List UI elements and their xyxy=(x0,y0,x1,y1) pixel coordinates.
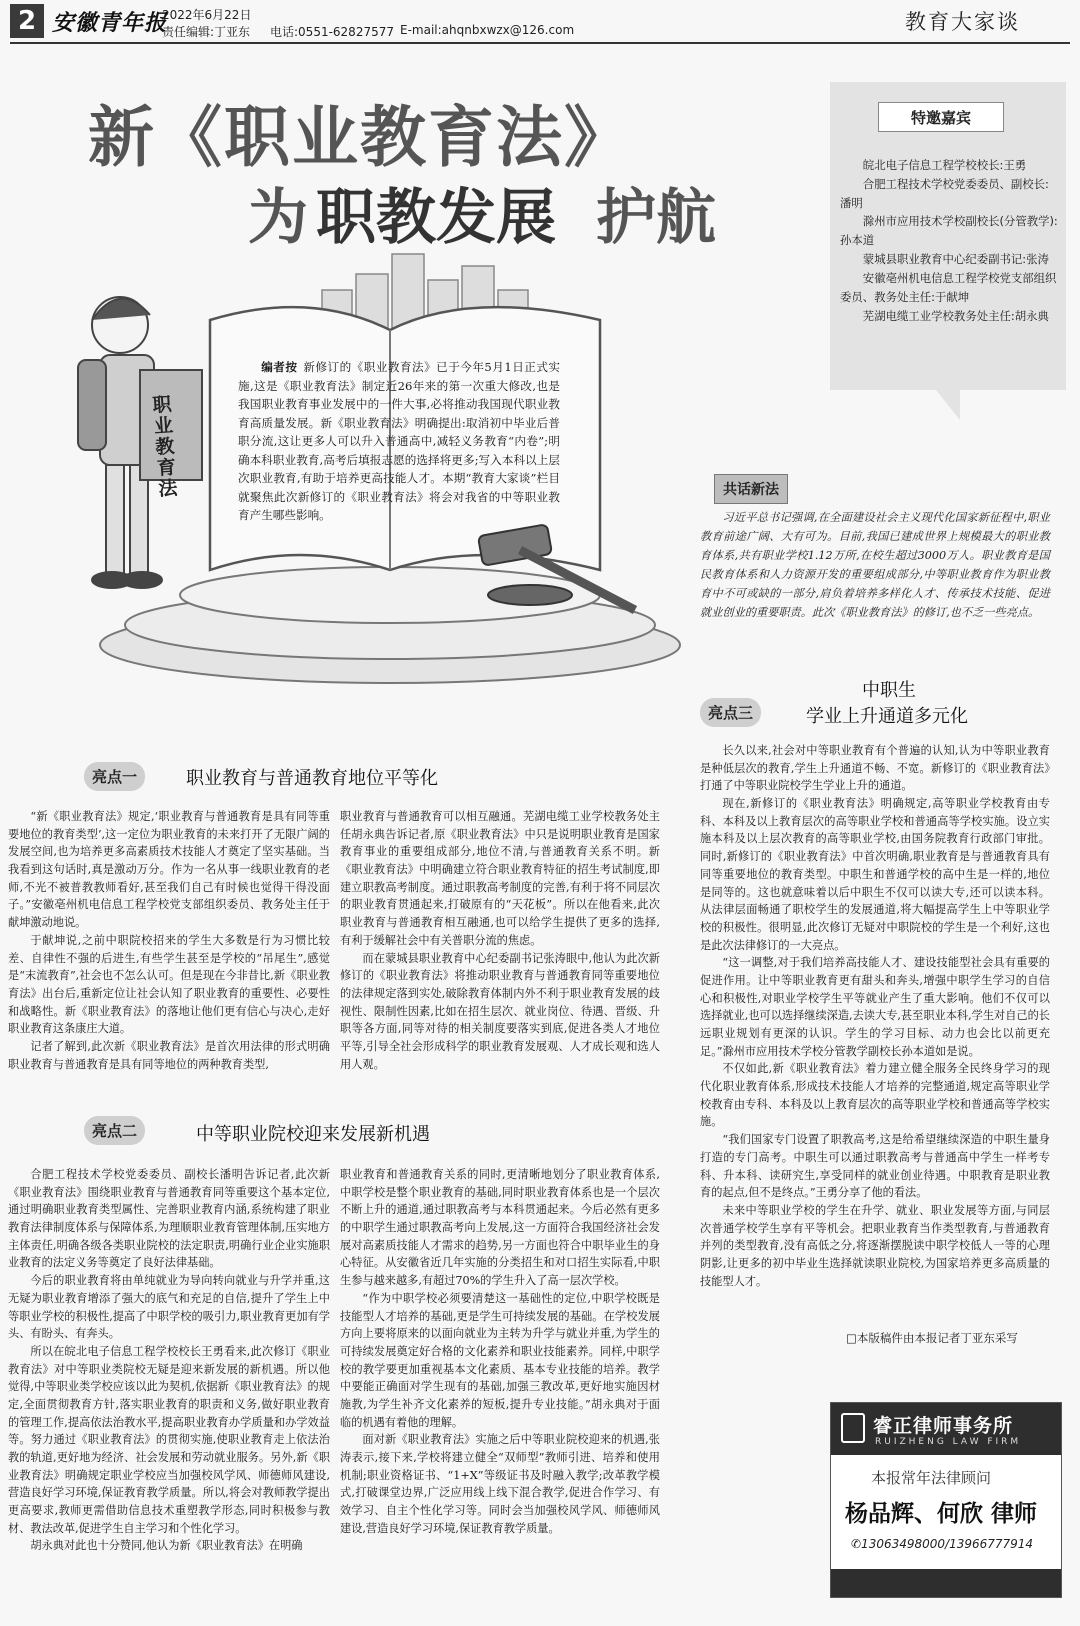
hl3-tag: 亮点三 xyxy=(700,698,761,727)
hl1-title: 职业教育与普通教育地位平等化 xyxy=(186,768,438,789)
hl1-para: 职业教育与普通教育可以相互融通。芜湖电缆工业学校教务处主任胡永典告诉记者,原《职业教育法》中只是说明职业教育是国家教育事业的重要组成部分,地位不清,与普通教育关系不明。新《职业教育法》中明确建立符合职业教育特征的招生考试制度,即建立职教高考制度。通过职教高考制度的完善,有利于将不同层次的职业教育贯通起来,打破原有的“天花板”。所以在他看来,此次职业教育与普通教育相互融通,也可以给学生提供了更多的选择,有利于缓解社会中有关普职分流的焦虑。 xyxy=(340,810,660,947)
gonghua-paragraph: 习近平总书记强调,在全面建设社会主义现代化国家新征程中,职业教育前途广阔、大有可为。目前,我国已建成世界上规模最大的职业教育体系,共有职业学校1.12万所,在校生超过3000万人。职业教育是国民教育体系和人力资源开发的重要组成部分,中等职业教育作为职业教育中不可或缺的一部分,肩负着培养多样化人才、传承技术技能、促进就业创业的重要职责。此次《职业教育法》的修订,也不乏一些亮点。 xyxy=(700,511,1050,620)
headline-line2-pre: 为 xyxy=(248,183,308,253)
guest-item: 蒙城县职业教育中心纪委副书记:张涛 xyxy=(862,252,1049,267)
book-cover-text: 职业教育法 xyxy=(151,393,179,501)
law-firm-ad xyxy=(830,1402,1062,1598)
guest-item: 合肥工程技术学校党委委员、副校长:潘明 xyxy=(840,176,1049,210)
guest-item: 安徽亳州机电信息工程学校党支部组织委员、教务处主任:于献坤 xyxy=(840,270,1057,304)
guests-panel xyxy=(830,82,1066,390)
firm-name: 睿正律师事务所 xyxy=(873,1415,1014,1437)
hl3-title-line2: 学业上升通道多元化 xyxy=(806,706,968,727)
hl2-col2 xyxy=(340,1166,660,1622)
hl2-para: 面对新《职业教育法》实施之后中等职业院校迎来的机遇,张涛表示,接下来,学校将建立健全“双师型”教师引进、培养和使用机制;职业资格证书、“1+X”等级证书及时融入教学;改革教学模式,打破课堂边界,广泛应用线上线下混合教学,促进合作学习、有效学习、自主个性化学习等。同时会当加强校风学风、师德师风建设,营造良好学习环境,保证教育教学质量。 xyxy=(340,1433,660,1535)
hl1-para: 而在蒙城县职业教育中心纪委副书记张涛眼中,他认为此次新修订的《职业教育法》将推动职业教育与普通教育同等重要地位的法律规定落到实处,破除教育体制内外不利于职业教育发展的歧视性、限制性因素,比如在招生层次、就业岗位、待遇、晋级、升职等各方面,同等对待的相关制度要落实到底,促进各类人才地位平等,引导全社会形成科学的职业教育发展观、人才成长观和选人用人观。 xyxy=(340,951,660,1071)
editor-note-text: 新修订的《职业教育法》已于今年5月1日正式实施,这是《职业教育法》制定近26年来的第一次重大修改,也是我国职业教育事业发展中的一件大事,必将推动我国现代职业教育高质量发展。新《职业教育法》明确提出:取消初中毕业后普职分流,这让更多人可以升入普通高中,减轻义务教育“内卷”;明确本科职业教育,高考后填报志愿的选择将更多;写入本科以上层次职业教育,有助于培养更高技能人才。本期“教育大家谈”栏目就聚焦此次新修订的《职业教育法》将会对我省的中等职业教育产生哪些影响。 xyxy=(238,360,560,523)
editor-note-label: 编者按 xyxy=(261,360,298,374)
gonghua-text xyxy=(700,508,1050,622)
hl3-para: “我们国家专门设置了职教高考,这是给希望继续深造的中职生量身打造的专门高考。中职生可以通过职教高考与普通高中学生一样考专科、升本科、读研究生,享受同样的就业创业待遇。中职教育是职业教育的起点,但不是终点。”王勇分享了他的看法。 xyxy=(700,1133,1050,1200)
guest-item: 滁州市应用技术学校副校长(分管教学):孙本道 xyxy=(840,214,1058,248)
hl2-para: “作为中职学校必须要清楚这一基础性的定位,中职学校既是技能型人才培养的基础,更是学生可持续发展的基础。在学校发展方向上要将原来的以面向就业为主转为升学与就业并重,为学生的可持续发展奠定好合格的文化素养和职业技能素养。同样,中职学校的教学要更加重视基本文化素质、基本专业技能的培养。教学中要能正确面对学生现有的基础,加强三教改革,更好地实施因材施教,为学生补齐文化素养的短板,提升专业技能。”胡永典对于面临的机遇有着他的理解。 xyxy=(340,1291,660,1429)
guests-list xyxy=(840,156,1058,325)
gonghua-tag: 共话新法 xyxy=(714,474,788,504)
ad-advisor: 本报常年法律顾问 xyxy=(871,1469,992,1487)
hl1-para: “新《职业教育法》规定,‘职业教育与普通教育是具有同等重要地位的教育类型’,这一定位为职业教育的未来打开了无限广阔的发展空间,也为培养更多高素质技术技能人才奠定了坚实基础。当我看到这句话时,真是激动万分。作为一名从事一线职业教育的老师,不光不被普教教师看好,甚至我们自己有时候也觉得干得没面子。”安徽亳州机电信息工程学校党支部组织委员、教务处主任于献坤激动地说。 xyxy=(8,810,330,930)
hl2-tag: 亮点二 xyxy=(84,1116,145,1145)
hl3-para: 不仅如此,新《职业教育法》着力建立健全服务全民终身学习的现代化职业教育体系,形成技术技能人才培养的完整通道,规定高等职业学校教育由专科、本科及以上教育层次的高等职业学校和普通高等学校实施。 xyxy=(700,1062,1050,1129)
page-number: 2 xyxy=(10,4,44,38)
hl1-col2 xyxy=(340,808,660,1074)
hl3-para: “这一调整,对于我们培养高技能人才、建设技能型社会具有重要的促进作用。让中等职业教育更有甜头和奔头,增强中职学生学习的自信心和积极性,对职业学校学生平等就业产生了重大影响。他们不仅可以选择就业,也可以选择继续深造,去读大专,甚至职业本科,学生对自己的长远职业规划有更深的认识。学生的学习目标、动力也会比以前更充足。”滁州市应用技术学校分管教学副校长孙本道如是说。 xyxy=(700,956,1050,1058)
headline-line1: 新《职业教育法》 xyxy=(88,99,632,176)
hl2-para: 胡永典对此也十分赞同,他认为新《职业教育法》在明确 xyxy=(30,1539,303,1553)
hl3-body xyxy=(700,742,1050,1302)
hl1-para: 于献坤说,之前中职院校招来的学生大多数是行为习惯比较差、自律性不强的后进生,有些学生甚至是学校的“吊尾生”,感觉是“末流教育”,社会也不怎么认可。但是现在今非昔比,新《职业教育法》出台后,重新定位让社会认知了职业教育的重要性、必要性和战略性。新《职业教育法》的落地让他们更有信心与决心,走好职业教育这条康庄大道。 xyxy=(8,933,330,1036)
ad-footer-band xyxy=(831,1569,1061,1597)
hl2-col1 xyxy=(8,1166,330,1622)
hl1-col1 xyxy=(8,808,330,1074)
hl3-title-line1: 中职生 xyxy=(862,680,916,701)
byline: □本版稿件由本报记者丁亚东采写 xyxy=(846,1331,1018,1345)
section-name: 教育大家谈 xyxy=(905,10,1020,34)
guests-title: 特邀嘉宾 xyxy=(878,102,1004,132)
hl1-tag: 亮点一 xyxy=(84,762,145,791)
guests-pointer xyxy=(936,390,960,420)
header-date: 2022年6月22日 xyxy=(162,8,252,22)
hl3-para: 长久以来,社会对中等职业教育有个普遍的认知,认为中等职业教育是种低层次的教育,学生上升通道不畅、不宽。新修订的《职业教育法》打通了中等职业院校学生学业上升的通道。 xyxy=(700,744,1050,793)
firm-logo-icon xyxy=(841,1413,865,1443)
header-phone: 电话:0551-62827577 xyxy=(270,25,394,39)
hl1-para: 记者了解到,此次新《职业教育法》是首次用法律的形式明确职业教育与普通教育是具有同等地位的两种教育类型, xyxy=(8,1039,330,1071)
ad-phone: ✆13063498000/13966777914 xyxy=(851,1537,1034,1551)
header-bar xyxy=(0,0,1080,44)
header-rule xyxy=(10,42,1070,44)
headline-line2-post: 护航 xyxy=(596,183,716,253)
header-editor: 责任编辑:丁亚东 xyxy=(162,25,251,39)
header-email: E-mail:ahqnbxwzx@126.com xyxy=(400,23,575,37)
ad-lawyers: 杨品辉、何欣 律师 xyxy=(845,1501,1038,1527)
guest-item: 皖北电子信息工程学校校长:王勇 xyxy=(862,158,1027,172)
hl2-para: 职业教育和普通教育关系的同时,更清晰地划分了职业教育体系,中职学校是整个职业教育的基础,同时职业教育体系也是一个层次不断上升的通道,通过职教高考与本科贯通起来。今后必然有更多的中职学生通过职教高考向上发展,这一方面符合我国经济社会发展对高素质技能人才需求的趋势,另一方面也符合中职毕业生的身心特征。从安徽省近几年实施的分类招生和对口招生实际看,中职生参与越来越多,有超过70%的学生升入了高一层次学校。 xyxy=(340,1168,660,1288)
hl2-para: 今后的职业教育将由单纯就业为导向转向就业与升学并重,这无疑为职业教育增添了强大的底气和充足的自信,提升了学生上中等职业学校的积极性,提高了中职学校的吸引力,职业教育更加有学头、有盼头、有奔头。 xyxy=(8,1274,330,1341)
hl2-title: 中等职业院校迎来发展新机遇 xyxy=(196,1124,430,1145)
hl2-para: 合肥工程技术学校党委委员、副校长潘明告诉记者,此次新《职业教育法》围绕职业教育与普通教育同等重要这个基本定位,通过明确职业教育类型属性、完善职业教育内涵,系统构建了职业教育法律制度体系与保障体系,为理顺职业教育管理体制,压实地方主体责任,明确各级各类职业院校的法定职责,明确行业企业实施职业教育的法定义务等奠定了良好法律基础。 xyxy=(8,1168,330,1270)
guest-item: 芜湖电缆工业学校教务处主任:胡永典 xyxy=(862,308,1049,323)
hl3-para: 未来中等职业学校的学生在升学、就业、职业发展等方面,与同层次普通学校学生享有平等机会。把职业教育当作类型教育,与普通教育并列的类型教育,没有高低之分,将逐渐摆脱读中职学校低人一等的心理阴影,让更多的初中毕业生选择就读职业院校,为国家培养更多高质量的技能型人才。 xyxy=(700,1203,1050,1288)
editor-note xyxy=(238,358,560,525)
paper-name: 安徽青年报 xyxy=(52,10,168,36)
hl2-para: 所以在皖北电子信息工程学校校长王勇看来,此次修订《职业教育法》对中等职业类院校无疑是迎来新发展的新机遇。所以他觉得,中等职业类学校应该以此为契机,依据新《职业教育法》的规定,全面贯彻教育方针,落实职业教育的职责和义务,做好职业教育的管理工作,提高依法治教水平,提高职业教育办学质量和办学效益等。努力通过《职业教育法》的贯彻实施,使职业教育走上依法治教的轨道,更好地为经济、社会发展和劳动就业服务。另外,新《职业教育法》明确规定职业学校应当加强校风学风、师德师风建设,营造良好学习环境,保证教育教学质量。所以,将会对教师教学提出更高要求,教师更需借助信息技术重塑教学形态,同时积极参与教材、教法改革,促进学生自主学习和个性化学习。 xyxy=(8,1344,330,1535)
headline-line2-mid: 职教发展 xyxy=(316,183,556,253)
hl3-para: 现在,新修订的《职业教育法》明确规定,高等职业学校教育由专科、本科及以上教育层次的高等职业学校和普通高等学校实施。设立实施本科及以上层次教育的高等职业学校,由国务院教育行政部门审批。同时,新修订的《职业教育法》中首次明确,职业教育是与普通教育具有同等重要地位的教育类型。中职生和普通学校的高中生是一样的,地位是同等的。这也就意味着以后中职生不仅可以读大专,还可以读本科。从法律层面畅通了职校学生的发展通道,将大幅提高学生上中等职业学校的积极性。很明显,此次修订无疑对中职院校的学生是一个利好,这也是此次法律修订的一大亮点。 xyxy=(700,797,1050,952)
firm-name-en: RUIZHENG LAW FIRM xyxy=(875,1437,1022,1447)
